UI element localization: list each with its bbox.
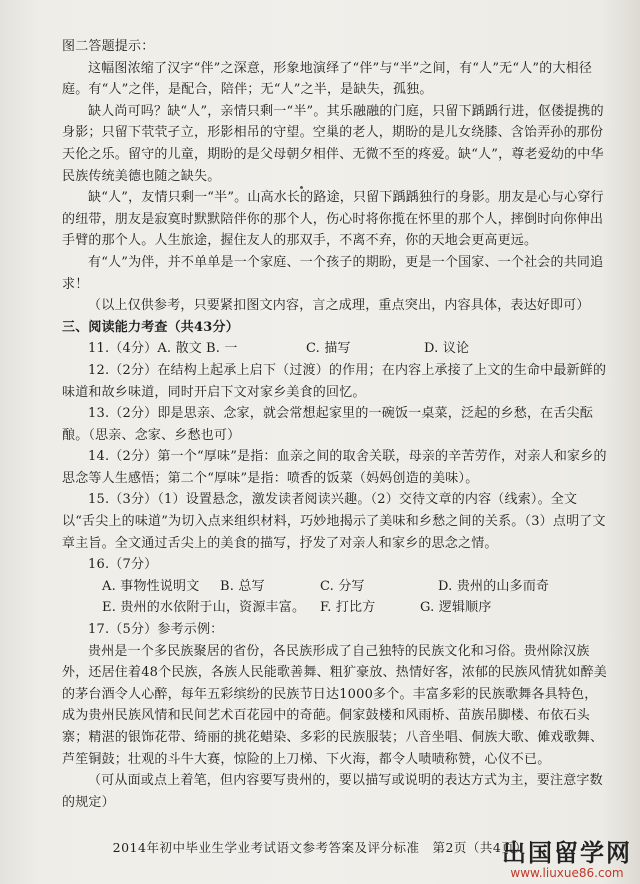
q11-option-c: C. 描写 — [306, 341, 351, 357]
q17-note: （可从面或点上着笔，但内容要写贵州的，要以描写或说明的表达方式为主，要注意字数的规定） — [62, 773, 603, 810]
hint-heading: 图二答题提示： — [62, 39, 155, 54]
q16-option-c: C. 分写 — [320, 578, 365, 594]
q13-answer: 13.（2分）即是思亲、念家，就会常想起家里的一碗饭一桌菜，泛起的乡愁，在舌尖酝酿。（思亲、念家、乡愁也可） — [62, 406, 593, 443]
q16-option-e: E. 贵州的水依附于山，资源丰富。 — [102, 600, 306, 616]
q11-option-b: B. 一 — [206, 341, 238, 357]
q16-option-b: B. 总写 — [220, 578, 265, 594]
q11-option-d: D. 议论 — [424, 341, 470, 357]
q14-answer: 14.（2分）第一个“厚味”是指：血亲之间的取舍关联，母亲的辛苦劳作，对亲人和家乡的思念等人生感悟；第二个“厚味”是指：喷香的饭菜（妈妈创造的美味）。 — [62, 449, 607, 486]
watermark-url: www.liuxue86.com — [510, 866, 624, 880]
section-title: 三、阅读能力考查（共43分） — [62, 319, 239, 335]
q16-option-d: D. 贵州的山多而奇 — [438, 578, 550, 594]
hint-paragraph-2: 缺人尚可吗？缺“人”，亲情只剩一“半”。其乐融融的门庭，只留下踽踽行进，伛偻提携的身影；只留下茕茕孑立，形影相吊的守望。空巢的老人，期盼的是儿女绕膝、含饴弄孙的那份天伦之乐。留守的儿童，期盼的是父母朝夕相伴、无微不至的疼爱。缺“人”，尊老爱幼的中华民族传统美德也随之缺失。 — [62, 103, 604, 184]
q16-option-f: F. 打比方 — [320, 600, 376, 616]
q16-row-1 — [62, 576, 608, 598]
q16-row-2 — [62, 597, 608, 619]
hint-paragraph-4: 有“人”为伴，并不单单是一个家庭、一个孩子的期盼，更是一个国家、一个社会的共同追求！ — [62, 254, 604, 292]
q17-answer: 贵州是一个多民族聚居的省份，各民族形成了自己独特的民族文化和习俗。贵州除汉族外，还居住着48个民族，各族人民能歌善舞、粗犷豪放、热情好客，浓郁的民族风情犹如醉美的茅台酒令人心醉，每年五彩缤纷的民族节日达1000多个。丰富多彩的民族歌舞各具特色，成为贵州民族风情和民间艺术百花园中的奇葩。侗家鼓楼和风雨桥、苗族吊脚楼、布依石头寨；精湛的银饰花带、绮丽的挑花蜡染、多彩的民族服装；八音坐唱、侗族大歌、傩戏歌舞、芦笙铜鼓；壮观的斗牛大赛，惊险的上刀梯、下火海，都令人啧啧称赞，心仪不已。 — [62, 643, 607, 767]
q16-option-a: A. 事物性说明文 — [102, 578, 200, 594]
q11-options — [62, 338, 608, 360]
hint-paragraph-1: 这幅图浓缩了汉字“伴”之深意，形象地演绎了“伴”与“半”之间，有“人”无“人”的大相径庭。有“人”之伴，是配合，陪伴；无“人”之半，是缺失，孤独。 — [62, 60, 593, 98]
reference-note: （以上仅供参考，只要紧扣图文内容，言之成理，重点突出，内容具体，表达好即可） — [88, 298, 590, 314]
q16-option-g: G. 逻辑顺序 — [420, 600, 492, 616]
answer-content — [62, 36, 608, 813]
q15-answer: 15.（3分）（1）设置悬念，激发读者阅读兴趣。（2）交待文章的内容（线索）。全文以“舌尖上的味道”为切入点来组织材料，巧妙地揭示了美味和乡愁之间的关系。（3）点明了文章主旨。全文通过舌尖上的美食的描写，抒发了对亲人和家乡的思念之情。 — [62, 492, 606, 551]
q11-option-a: 11.（4分）A. 散文 — [88, 341, 202, 357]
scan-speck — [300, 186, 303, 189]
q17-title: 17.（5分）参考示例： — [88, 622, 224, 638]
site-watermark — [502, 833, 632, 880]
hint-paragraph-3: 缺“人”，友情只剩一“半”。山高水长的路途，只留下踽踽独行的身影。朋友是心与心穿行的纽带，朋友是寂寞时默默陪伴你的那个人，伤心时将你揽在怀里的那个人，摔倒时向你伸出手臂的那个人。人生旅途，握住友人的那双手，不离不弃，你的天地会更高更远。 — [62, 190, 604, 249]
watermark-title: 出国留学网 — [502, 839, 632, 867]
q12-answer: 12.（2分）在结构上起承上启下（过渡）的作用；在内容上承接了上文的生命中最新鲜的味道和故乡味道，同时开启下文对家乡美食的回忆。 — [62, 362, 607, 400]
q16-title: 16.（7分） — [88, 557, 158, 573]
page-footer: 2014年初中毕业生学业考试语文参考答案及评分标准 第2页（共4页） — [112, 840, 528, 855]
